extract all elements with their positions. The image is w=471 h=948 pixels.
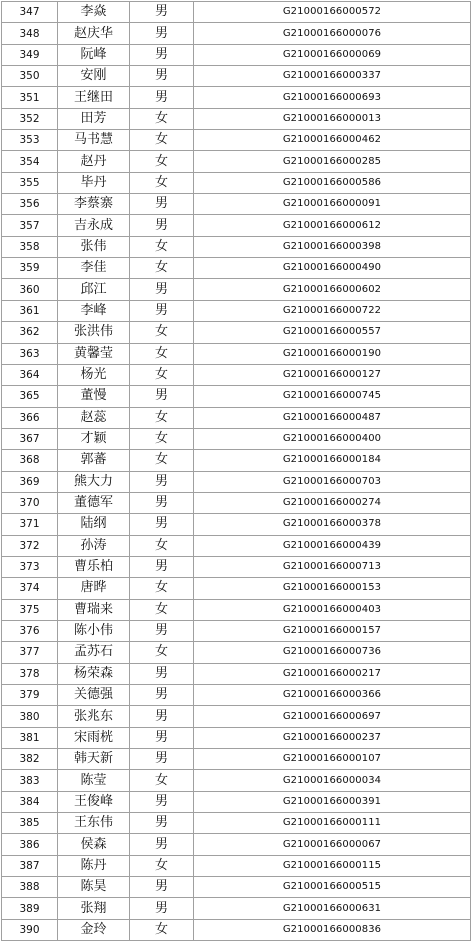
table-row (2, 236, 471, 257)
name-cell: 才颖 (58, 428, 130, 449)
name-cell: 熊大力 (58, 471, 130, 492)
table-row (2, 492, 471, 513)
row-number-cell: 360 (2, 279, 58, 300)
row-number-cell: 390 (2, 919, 58, 940)
table-row (2, 791, 471, 812)
gender-cell: 女 (130, 770, 194, 791)
gender-cell: 男 (130, 279, 194, 300)
gender-cell: 女 (130, 236, 194, 257)
name-cell: 吉永成 (58, 215, 130, 236)
name-cell: 王东伟 (58, 813, 130, 834)
name-cell: 李峰 (58, 300, 130, 321)
table-row (2, 642, 471, 663)
table-row (2, 386, 471, 407)
table-row (2, 428, 471, 449)
gender-cell: 男 (130, 898, 194, 919)
gender-cell: 男 (130, 471, 194, 492)
table-row (2, 556, 471, 577)
table-row (2, 407, 471, 428)
table-row (2, 514, 471, 535)
gender-cell: 男 (130, 87, 194, 108)
table-row (2, 834, 471, 855)
id-number-cell: G21000166000515 (194, 877, 471, 898)
table-row (2, 685, 471, 706)
table-row (2, 130, 471, 151)
row-number-cell: 359 (2, 258, 58, 279)
row-number-cell: 388 (2, 877, 58, 898)
name-cell: 曹瑞来 (58, 599, 130, 620)
id-number-cell: G21000166000836 (194, 919, 471, 940)
gender-cell: 女 (130, 535, 194, 556)
id-number-cell: G21000166000403 (194, 599, 471, 620)
id-number-cell: G21000166000439 (194, 535, 471, 556)
roster-body (2, 2, 471, 941)
id-number-cell: G21000166000285 (194, 151, 471, 172)
id-number-cell: G21000166000697 (194, 706, 471, 727)
table-row (2, 215, 471, 236)
roster-table (1, 1, 471, 941)
id-number-cell: G21000166000703 (194, 471, 471, 492)
table-row (2, 471, 471, 492)
table-row (2, 279, 471, 300)
gender-cell: 女 (130, 578, 194, 599)
row-number-cell: 348 (2, 23, 58, 44)
gender-cell: 男 (130, 2, 194, 23)
id-number-cell: G21000166000736 (194, 642, 471, 663)
table-row (2, 2, 471, 23)
row-number-cell: 364 (2, 364, 58, 385)
table-row (2, 23, 471, 44)
row-number-cell: 357 (2, 215, 58, 236)
name-cell: 阮峰 (58, 44, 130, 65)
table-row (2, 322, 471, 343)
row-number-cell: 352 (2, 108, 58, 129)
id-number-cell: G21000166000693 (194, 87, 471, 108)
row-number-cell: 367 (2, 428, 58, 449)
table-row (2, 663, 471, 684)
name-cell: 王俊峰 (58, 791, 130, 812)
row-number-cell: 371 (2, 514, 58, 535)
name-cell: 田芳 (58, 108, 130, 129)
name-cell: 董德军 (58, 492, 130, 513)
gender-cell: 男 (130, 23, 194, 44)
row-number-cell: 374 (2, 578, 58, 599)
row-number-cell: 375 (2, 599, 58, 620)
row-number-cell: 353 (2, 130, 58, 151)
name-cell: 毕丹 (58, 172, 130, 193)
row-number-cell: 370 (2, 492, 58, 513)
row-number-cell: 362 (2, 322, 58, 343)
table-row (2, 855, 471, 876)
name-cell: 李佳 (58, 258, 130, 279)
id-number-cell: G21000166000391 (194, 791, 471, 812)
row-number-cell: 361 (2, 300, 58, 321)
id-number-cell: G21000166000366 (194, 685, 471, 706)
row-number-cell: 365 (2, 386, 58, 407)
id-number-cell: G21000166000274 (194, 492, 471, 513)
row-number-cell: 386 (2, 834, 58, 855)
gender-cell: 男 (130, 44, 194, 65)
row-number-cell: 372 (2, 535, 58, 556)
id-number-cell: G21000166000076 (194, 23, 471, 44)
id-number-cell: G21000166000398 (194, 236, 471, 257)
name-cell: 孙涛 (58, 535, 130, 556)
row-number-cell: 350 (2, 66, 58, 87)
name-cell: 李蔡寨 (58, 194, 130, 215)
row-number-cell: 379 (2, 685, 58, 706)
row-number-cell: 347 (2, 2, 58, 23)
gender-cell: 女 (130, 450, 194, 471)
id-number-cell: G21000166000190 (194, 343, 471, 364)
gender-cell: 女 (130, 258, 194, 279)
row-number-cell: 377 (2, 642, 58, 663)
name-cell: 张兆东 (58, 706, 130, 727)
table-row (2, 620, 471, 641)
id-number-cell: G21000166000487 (194, 407, 471, 428)
id-number-cell: G21000166000115 (194, 855, 471, 876)
gender-cell: 男 (130, 194, 194, 215)
name-cell: 张翔 (58, 898, 130, 919)
row-number-cell: 387 (2, 855, 58, 876)
id-number-cell: G21000166000462 (194, 130, 471, 151)
gender-cell: 女 (130, 343, 194, 364)
gender-cell: 女 (130, 364, 194, 385)
gender-cell: 男 (130, 300, 194, 321)
name-cell: 陈昊 (58, 877, 130, 898)
name-cell: 金玲 (58, 919, 130, 940)
row-number-cell: 385 (2, 813, 58, 834)
table-row (2, 172, 471, 193)
table-row (2, 749, 471, 770)
name-cell: 曹乐柏 (58, 556, 130, 577)
gender-cell: 女 (130, 599, 194, 620)
name-cell: 陈莹 (58, 770, 130, 791)
row-number-cell: 354 (2, 151, 58, 172)
id-number-cell: G21000166000184 (194, 450, 471, 471)
id-number-cell: G21000166000153 (194, 578, 471, 599)
id-number-cell: G21000166000490 (194, 258, 471, 279)
name-cell: 陈小伟 (58, 620, 130, 641)
table-row (2, 535, 471, 556)
gender-cell: 女 (130, 919, 194, 940)
id-number-cell: G21000166000722 (194, 300, 471, 321)
table-row (2, 108, 471, 129)
id-number-cell: G21000166000067 (194, 834, 471, 855)
id-number-cell: G21000166000157 (194, 620, 471, 641)
name-cell: 马书慧 (58, 130, 130, 151)
row-number-cell: 366 (2, 407, 58, 428)
id-number-cell: G21000166000069 (194, 44, 471, 65)
id-number-cell: G21000166000034 (194, 770, 471, 791)
gender-cell: 女 (130, 322, 194, 343)
row-number-cell: 351 (2, 87, 58, 108)
name-cell: 陆纲 (58, 514, 130, 535)
row-number-cell: 369 (2, 471, 58, 492)
id-number-cell: G21000166000745 (194, 386, 471, 407)
gender-cell: 女 (130, 130, 194, 151)
row-number-cell: 356 (2, 194, 58, 215)
table-row (2, 151, 471, 172)
row-number-cell: 368 (2, 450, 58, 471)
row-number-cell: 378 (2, 663, 58, 684)
gender-cell: 男 (130, 620, 194, 641)
id-number-cell: G21000166000400 (194, 428, 471, 449)
name-cell: 王继田 (58, 87, 130, 108)
gender-cell: 男 (130, 749, 194, 770)
gender-cell: 男 (130, 706, 194, 727)
id-number-cell: G21000166000111 (194, 813, 471, 834)
gender-cell: 男 (130, 386, 194, 407)
name-cell: 郭蕃 (58, 450, 130, 471)
gender-cell: 女 (130, 428, 194, 449)
name-cell: 孟苏石 (58, 642, 130, 663)
id-number-cell: G21000166000378 (194, 514, 471, 535)
row-number-cell: 358 (2, 236, 58, 257)
table-row (2, 364, 471, 385)
name-cell: 韩天新 (58, 749, 130, 770)
name-cell: 宋雨桄 (58, 727, 130, 748)
table-row (2, 258, 471, 279)
gender-cell: 女 (130, 108, 194, 129)
table-row (2, 813, 471, 834)
gender-cell: 男 (130, 514, 194, 535)
table-row (2, 450, 471, 471)
row-number-cell: 380 (2, 706, 58, 727)
id-number-cell: G21000166000013 (194, 108, 471, 129)
row-number-cell: 349 (2, 44, 58, 65)
table-row (2, 300, 471, 321)
row-number-cell: 373 (2, 556, 58, 577)
name-cell: 赵丹 (58, 151, 130, 172)
table-row (2, 770, 471, 791)
name-cell: 赵庆华 (58, 23, 130, 44)
gender-cell: 女 (130, 407, 194, 428)
gender-cell: 女 (130, 855, 194, 876)
id-number-cell: G21000166000602 (194, 279, 471, 300)
gender-cell: 女 (130, 151, 194, 172)
gender-cell: 男 (130, 215, 194, 236)
gender-cell: 男 (130, 813, 194, 834)
name-cell: 邱江 (58, 279, 130, 300)
id-number-cell: G21000166000091 (194, 194, 471, 215)
name-cell: 关德强 (58, 685, 130, 706)
name-cell: 李焱 (58, 2, 130, 23)
name-cell: 张洪伟 (58, 322, 130, 343)
table-row (2, 578, 471, 599)
id-number-cell: G21000166000557 (194, 322, 471, 343)
row-number-cell: 381 (2, 727, 58, 748)
name-cell: 董慢 (58, 386, 130, 407)
name-cell: 杨光 (58, 364, 130, 385)
id-number-cell: G21000166000217 (194, 663, 471, 684)
table-row (2, 194, 471, 215)
id-number-cell: G21000166000572 (194, 2, 471, 23)
row-number-cell: 382 (2, 749, 58, 770)
table-row (2, 877, 471, 898)
table-row (2, 727, 471, 748)
gender-cell: 女 (130, 172, 194, 193)
row-number-cell: 383 (2, 770, 58, 791)
gender-cell: 男 (130, 663, 194, 684)
id-number-cell: G21000166000107 (194, 749, 471, 770)
id-number-cell: G21000166000237 (194, 727, 471, 748)
row-number-cell: 363 (2, 343, 58, 364)
table-row (2, 599, 471, 620)
row-number-cell: 355 (2, 172, 58, 193)
id-number-cell: G21000166000713 (194, 556, 471, 577)
gender-cell: 女 (130, 642, 194, 663)
table-row (2, 343, 471, 364)
id-number-cell: G21000166000337 (194, 66, 471, 87)
gender-cell: 男 (130, 834, 194, 855)
table-row (2, 706, 471, 727)
gender-cell: 男 (130, 556, 194, 577)
table-row (2, 87, 471, 108)
name-cell: 唐晔 (58, 578, 130, 599)
name-cell: 安刚 (58, 66, 130, 87)
name-cell: 侯森 (58, 834, 130, 855)
name-cell: 赵蕊 (58, 407, 130, 428)
table-row (2, 898, 471, 919)
id-number-cell: G21000166000612 (194, 215, 471, 236)
name-cell: 黄馨莹 (58, 343, 130, 364)
table-row (2, 66, 471, 87)
name-cell: 杨荣森 (58, 663, 130, 684)
id-number-cell: G21000166000631 (194, 898, 471, 919)
table-row (2, 44, 471, 65)
gender-cell: 男 (130, 492, 194, 513)
gender-cell: 男 (130, 877, 194, 898)
row-number-cell: 384 (2, 791, 58, 812)
name-cell: 张伟 (58, 236, 130, 257)
row-number-cell: 389 (2, 898, 58, 919)
gender-cell: 男 (130, 66, 194, 87)
id-number-cell: G21000166000586 (194, 172, 471, 193)
table-row (2, 919, 471, 940)
gender-cell: 男 (130, 727, 194, 748)
gender-cell: 男 (130, 791, 194, 812)
row-number-cell: 376 (2, 620, 58, 641)
gender-cell: 男 (130, 685, 194, 706)
name-cell: 陈丹 (58, 855, 130, 876)
id-number-cell: G21000166000127 (194, 364, 471, 385)
